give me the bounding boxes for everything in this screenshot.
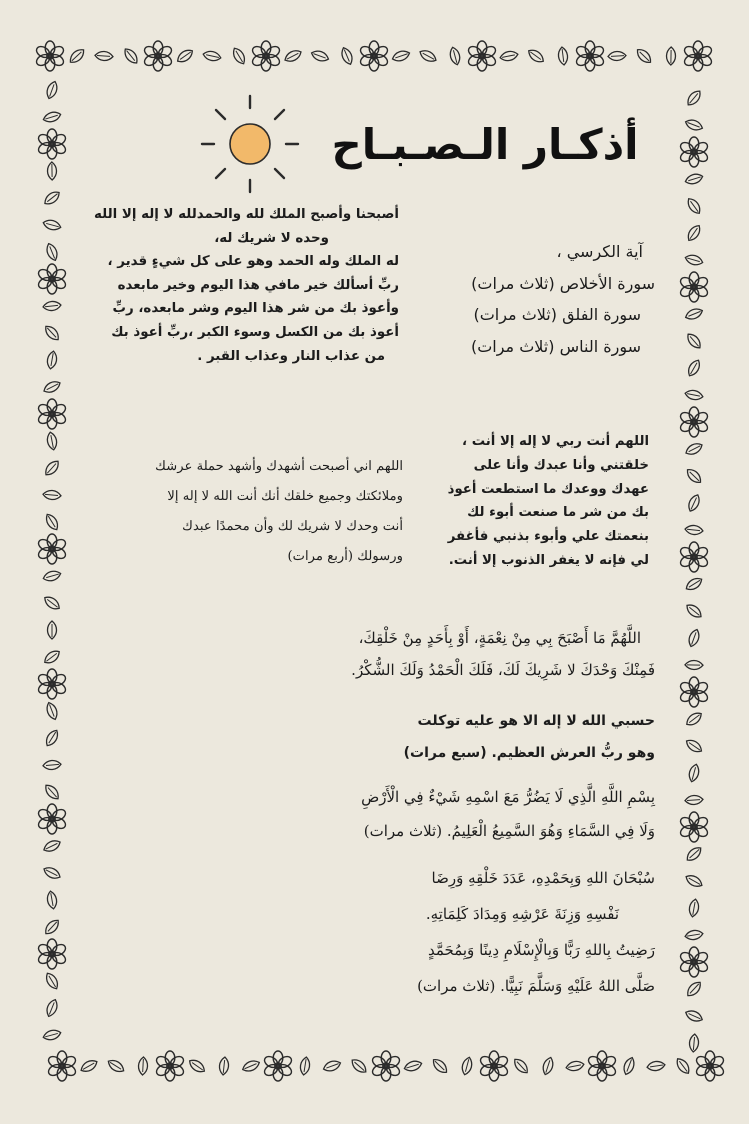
leaf-icon <box>42 569 62 583</box>
flower-icon <box>679 137 710 167</box>
leaf-icon <box>45 701 60 721</box>
dhikr-line: ربِّ أسألك خير مافي هذا اليوم وخير مابعده <box>117 277 399 293</box>
dhikr-line: نَفْسِهِ وَزِنَةَ عَرْشِهِ وَمِدَادَ كَلِمَاتِهِ. <box>425 905 619 923</box>
leaf-icon <box>526 47 546 65</box>
flower-icon <box>37 129 68 159</box>
leaf-icon <box>42 189 62 207</box>
dhikr-sayyid-al-istighfar <box>369 430 649 573</box>
flower-icon <box>37 264 68 294</box>
leaf-icon <box>646 1060 665 1071</box>
leaf-icon <box>622 1056 637 1076</box>
leaf-icon <box>541 1056 555 1076</box>
dhikr-ni-ma <box>75 622 655 686</box>
dhikr-line: وحده لا شريك له، <box>214 230 329 246</box>
leaf-icon <box>608 51 626 61</box>
flower-icon <box>679 542 710 572</box>
dhikr-line: بنعمتك علي وأبوء بذنبي فأغفر <box>447 529 649 545</box>
leaf-icon <box>43 760 62 771</box>
leaf-icon <box>685 660 703 669</box>
leaf-icon <box>684 873 704 890</box>
flower-icon <box>479 1051 510 1081</box>
leaf-icon <box>46 350 58 369</box>
leaf-icon <box>43 782 62 801</box>
flower-icon <box>155 1051 186 1081</box>
leaf-icon <box>685 525 704 536</box>
flower-icon <box>37 534 68 564</box>
dhikr-line: عهدك ووعدك ما استطعت أعوذ <box>447 481 649 497</box>
leaf-icon <box>43 301 62 312</box>
dhikr-ushhiduk <box>83 452 403 572</box>
leaf-icon <box>688 898 700 917</box>
leaf-icon <box>684 929 703 941</box>
dhikr-line: من عذاب النار وعذاب القبر . <box>197 348 385 364</box>
leaf-icon <box>231 46 248 66</box>
leaf-icon <box>448 46 461 66</box>
leaf-icon <box>339 46 354 66</box>
leaf-icon <box>689 1034 700 1053</box>
dhikr-line: صَلَّى اللهُ عَلَيْهِ وَسَلَّمَ نَبِيًّا. (ثلاث مرات) <box>417 977 655 995</box>
leaf-icon <box>684 441 704 457</box>
leaf-icon <box>349 1057 368 1076</box>
flower-icon <box>695 1051 726 1081</box>
leaf-icon <box>684 306 704 321</box>
leaf-icon <box>685 795 704 805</box>
leaf-icon <box>687 763 700 783</box>
flower-icon <box>251 41 282 71</box>
leaf-icon <box>512 1056 531 1075</box>
leaf-icon <box>685 331 704 350</box>
dhikr-line: آية الكرسي ، <box>556 242 643 261</box>
leaf-icon <box>283 48 303 64</box>
dhikr-line: اللهم اني أصبحت أشهدك وأشهد حملة عرشك <box>155 459 403 474</box>
leaf-icon <box>685 196 703 216</box>
leaf-icon <box>42 838 62 854</box>
leaf-icon <box>48 621 57 639</box>
leaf-icon <box>684 737 704 755</box>
leaf-icon <box>684 118 704 133</box>
flower-icon <box>371 1051 402 1081</box>
dhikr-line: اللَّهُمَّ مَا أَصْبَحَ بِي مِنْ نِعْمَةٍ، أَوْ بِأَحَدٍ مِنْ خَلْقِكَ، <box>358 629 641 647</box>
leaf-icon <box>685 223 703 243</box>
leaf-icon <box>42 648 62 666</box>
leaf-icon <box>684 1008 704 1024</box>
leaf-icon <box>42 1028 62 1041</box>
leaf-icon <box>499 50 518 62</box>
leaf-icon <box>187 1057 207 1075</box>
leaf-icon <box>45 80 60 100</box>
leaf-icon <box>47 162 56 180</box>
leaf-icon <box>684 389 703 401</box>
leaf-icon <box>685 979 704 998</box>
flower-icon <box>359 41 390 71</box>
leaf-icon <box>46 431 58 450</box>
leaf-icon <box>684 467 703 486</box>
leaf-icon <box>106 1057 126 1074</box>
leaf-icon <box>430 1057 449 1076</box>
leaf-icon <box>44 971 61 991</box>
page-title: أذكـار الـصـبـاح <box>331 120 639 169</box>
leaf-icon <box>241 1058 261 1073</box>
leaf-icon <box>43 458 62 477</box>
dhikr-line: سورة الأخلاص (ثلاث مرات) <box>471 273 655 293</box>
leaf-icon <box>685 88 703 108</box>
dhikr-hasbiya <box>235 705 655 769</box>
leaf-icon <box>684 172 704 186</box>
leaf-icon <box>565 1060 584 1072</box>
dhikr-line: ورسولك (أربع مرات) <box>287 549 403 564</box>
flower-icon <box>37 669 68 699</box>
leaf-icon <box>322 1059 342 1074</box>
leaf-icon <box>391 49 411 63</box>
dhikr-line: أعوذ بك من الكسل وسوء الكبر ،ربِّ أعوذ بك <box>111 324 399 340</box>
leaf-icon <box>95 51 114 61</box>
dhikr-suwar <box>415 236 655 362</box>
leaf-icon <box>299 1056 311 1075</box>
leaf-icon <box>43 728 60 748</box>
flower-icon <box>679 407 710 437</box>
dhikr-line: حسبي الله لا إله الا هو عليه توكلت <box>417 713 655 729</box>
dhikr-line: رَضِيتُ بِاللهِ رَبًّا وَبِالْإِسْلَامِ دِينًا وَبِمُحَمَّدٍ <box>427 941 655 959</box>
leaf-icon <box>138 1057 148 1075</box>
flower-icon <box>263 1051 294 1081</box>
dhikr-line: وملائكتك وجميع خلقك أنك أنت الله لا إله إلا <box>167 489 403 504</box>
leaf-icon <box>44 998 59 1018</box>
leaf-icon <box>79 1058 99 1075</box>
dhikr-line: وَلَا فِي السَّمَاءِ وَهُوَ السَّمِيعُ الْعَلِيمُ. (ثلاث مرات) <box>363 822 655 840</box>
leaf-icon <box>684 845 703 864</box>
leaf-icon <box>43 917 62 936</box>
leaf-icon <box>67 47 86 66</box>
sun-icon <box>198 92 302 196</box>
dhikr-line: سُبْحَانَ اللهِ وَبِحَمْدِهِ، عَدَدَ خَلْقِهِ وَرِضَا <box>431 869 655 887</box>
flower-icon <box>679 947 710 977</box>
dhikr-line: أنت وحدك لا شريك لك وأن محمدًا عبدك <box>182 519 403 534</box>
flower-icon <box>47 1051 78 1081</box>
dhikr-line: له الملك وله الحمد وهو على كل شيءٍ قدير ، <box>107 254 399 270</box>
dhikr-line: سورة الفلق (ثلاث مرات) <box>473 305 641 324</box>
dhikr-line: سورة الناس (ثلاث مرات) <box>470 336 641 356</box>
dhikr-bismillah <box>75 780 655 848</box>
leaf-icon <box>403 1059 423 1073</box>
leaf-icon <box>684 710 704 728</box>
leaf-icon <box>684 602 704 620</box>
dhikr-line: فَمِنْكَ وَحْدَكَ لا شَرِيكَ لَكَ، فَلَكَ الْحَمْدُ وَلَكَ الشُّكْرُ. <box>351 661 655 679</box>
dhikr-line: لي فإنه لا يغفر الذنوب إلا أنت. <box>448 552 649 568</box>
dhikr-line: بِسْمِ اللَّهِ الَّذِي لَا يَضُرُّ مَعَ اسْمِهِ شَيْءٌ فِي الْأَرْضِ <box>361 788 655 806</box>
dhikr-subhan <box>75 860 655 932</box>
leaf-icon <box>674 1056 692 1076</box>
leaf-icon <box>460 1056 473 1076</box>
leaf-icon <box>666 47 675 65</box>
leaf-icon <box>418 48 438 64</box>
flower-icon <box>143 41 174 71</box>
leaf-icon <box>42 110 62 124</box>
leaf-icon <box>46 890 58 909</box>
flower-icon <box>575 41 606 71</box>
leaf-icon <box>687 628 702 648</box>
dhikr-line: وأعوذ بك من شر هذا اليوم وشر مابعده، ربِّ <box>112 301 399 317</box>
leaf-icon <box>122 46 140 66</box>
flower-icon <box>683 41 714 71</box>
dhikr-line: خلقتني وأنا عبدك وأنا على <box>473 457 649 473</box>
leaf-icon <box>43 490 62 501</box>
flower-icon <box>679 272 710 302</box>
leaf-icon <box>219 1057 230 1076</box>
leaf-icon <box>42 379 62 395</box>
leaf-icon <box>686 358 703 378</box>
dhikr-line: اللهم أنت ربي لا إله إلا أنت ، <box>462 434 649 449</box>
leaf-icon <box>557 47 568 66</box>
dhikr-line: أصبحنا وأصبح الملك لله والحمدلله لا إله إلا الله <box>94 207 399 222</box>
flower-icon <box>35 41 66 71</box>
flower-icon <box>37 804 68 834</box>
leaf-icon <box>310 49 330 64</box>
leaf-icon <box>42 865 62 881</box>
leaf-icon <box>686 493 702 513</box>
leaf-icon <box>43 512 60 532</box>
dhikr-raditu <box>75 932 655 1004</box>
flower-icon <box>37 939 68 969</box>
dhikr-line: وهو ربُّ العرش العظيم. (سبع مرات) <box>403 745 655 761</box>
leaf-icon <box>684 575 704 592</box>
leaf-icon <box>634 47 653 66</box>
flower-icon <box>679 677 710 707</box>
leaf-icon <box>42 218 62 231</box>
flower-icon <box>679 812 710 842</box>
flower-icon <box>467 41 498 71</box>
flower-icon <box>587 1051 618 1081</box>
flower-icon <box>37 399 68 429</box>
leaf-icon <box>202 50 221 63</box>
leaf-icon <box>684 253 704 267</box>
dhikr-amsabahna <box>79 203 399 368</box>
leaf-icon <box>43 323 62 342</box>
leaf-icon <box>42 594 62 612</box>
dhikr-line: بك من شر ما صنعت أبوء لك <box>467 505 649 521</box>
leaf-icon <box>44 242 59 262</box>
leaf-icon <box>175 47 195 65</box>
